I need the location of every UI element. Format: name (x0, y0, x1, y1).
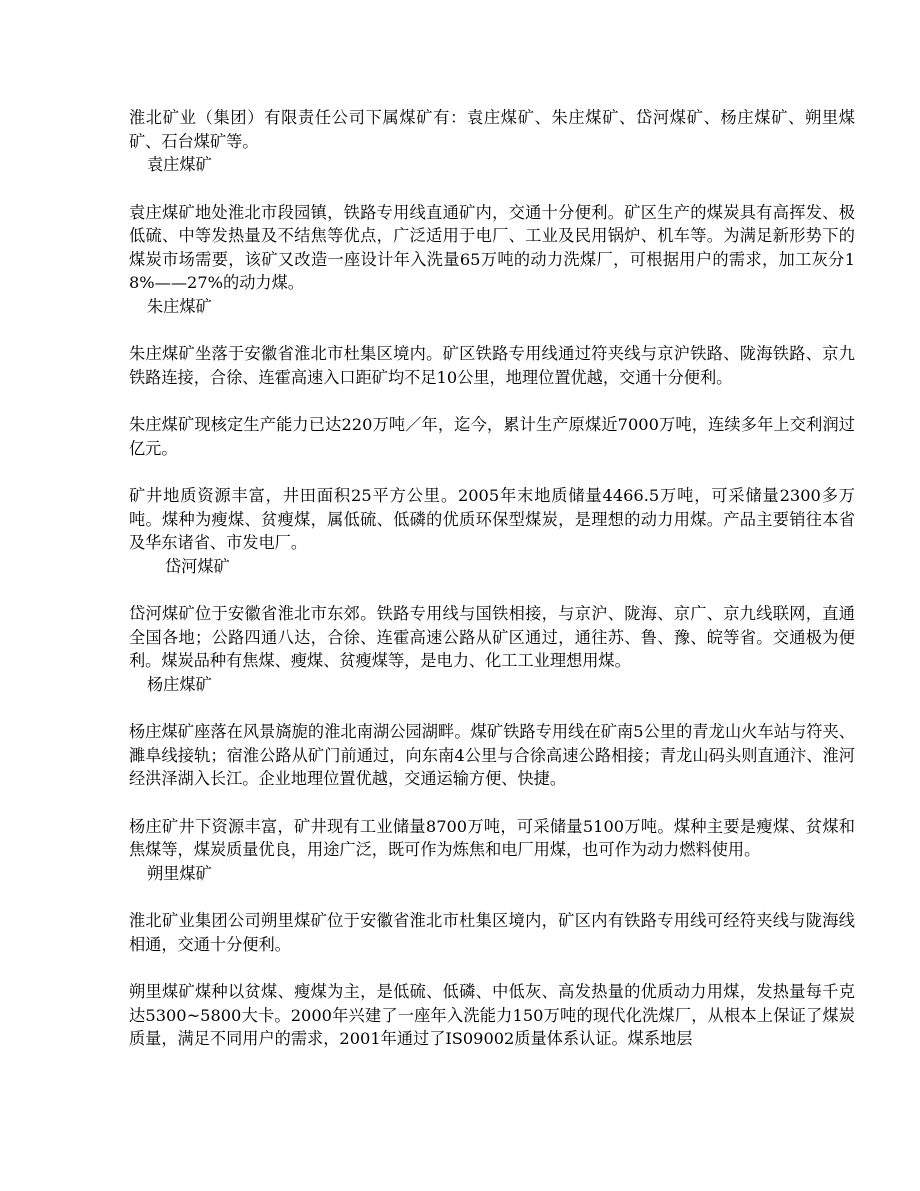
yuanzhuang-paragraph-1: 袁庄煤矿地处淮北市段园镇，铁路专用线直通矿内，交通十分便利。矿区生产的煤炭具有高挥发、极低硫、中等发热量及不结焦等优点，广泛适用于电厂、工业及民用锅炉、机车等。为满足新形势下的煤炭市场需要，该矿又改造一座设计年入洗量65万吨的动力洗煤厂，可根据用户的需求，加工灰分18%——27%的动力煤。 (129, 202, 855, 292)
daihe-paragraph-1: 岱河煤矿位于安徽省淮北市东郊。铁路专用线与国铁相接，与京沪、陇海、京广、京九线联网，直通全国各地；公路四通八达，合徐、连霍高速公路从矿区通过，通往苏、鲁、豫、皖等省。交通极为便利。煤炭品种有焦煤、瘦煤、贫瘦煤等，是电力、化工工业理想用煤。 (129, 604, 855, 670)
section-heading-shuoli: 朔里煤矿 (147, 863, 212, 883)
section-heading-daihe: 岱河煤矿 (165, 556, 230, 576)
shuoli-paragraph-2: 朔里煤矿煤种以贫煤、瘦煤为主，是低硫、低磷、中低灰、高发热量的优质动力用煤，发热量每千克达5300~5800大卡。2000年兴建了一座年入洗能力150万吨的现代化洗煤厂，从根本上保证了煤炭质量，满足不同用户的需求，2001年通过了IS09002质量体系认证。煤系地层 (129, 982, 855, 1048)
zhuzhuang-paragraph-1: 朱庄煤矿坐落于安徽省淮北市杜集区境内。矿区铁路专用线通过符夹线与京沪铁路、陇海铁路、京九铁路连接，合徐、连霍高速入口距矿均不足10公里，地理位置优越，交通十分便利。 (129, 344, 855, 387)
yangzhuang-paragraph-1: 杨庄煤矿座落在风景旖旎的淮北南湖公园湖畔。煤矿铁路专用线在矿南5公里的青龙山火车站与符夹、濉阜线接轨；宿淮公路从矿门前通过，向东南4公里与合徐高速公路相接；青龙山码头则直通汴、淮河经洪泽湖入长江。企业地理位置优越，交通运输方便、快捷。 (129, 722, 855, 788)
yangzhuang-paragraph-2: 杨庄矿井下资源丰富，矿井现有工业储量8700万吨，可采储量5100万吨。煤种主要是瘦煤、贫煤和焦煤等，煤炭质量优良，用途广泛，既可作为炼焦和电厂用煤，也可作为动力燃料使用。 (129, 816, 855, 859)
shuoli-paragraph-1: 淮北矿业集团公司朔里煤矿位于安徽省淮北市杜集区境内，矿区内有铁路专用线可经符夹线与陇海线相通，交通十分便利。 (129, 911, 855, 954)
zhuzhuang-paragraph-2: 朱庄煤矿现核定生产能力已达220万吨／年，迄今，累计生产原煤近7000万吨，连续多年上交利润过亿元。 (129, 415, 855, 458)
intro-paragraph: 淮北矿业（集团）有限责任公司下属煤矿有：袁庄煤矿、朱庄煤矿、岱河煤矿、杨庄煤矿、朔里煤矿、石台煤矿等。 (129, 108, 855, 151)
section-heading-yuanzhuang: 袁庄煤矿 (147, 155, 212, 174)
zhuzhuang-paragraph-3: 矿井地质资源丰富，井田面积25平方公里。2005年末地质储量4466.5万吨，可采储量2300多万吨。煤种为瘦煤、贫瘦煤，属低硫、低磷的优质环保型煤炭，是理想的动力用煤。产品主要销往本省及华东诸省、市发电厂。 (129, 486, 855, 552)
section-heading-yangzhuang: 杨庄煤矿 (147, 674, 212, 694)
section-heading-zhuzhuang: 朱庄煤矿 (147, 296, 212, 316)
document-page (129, 106, 855, 1051)
